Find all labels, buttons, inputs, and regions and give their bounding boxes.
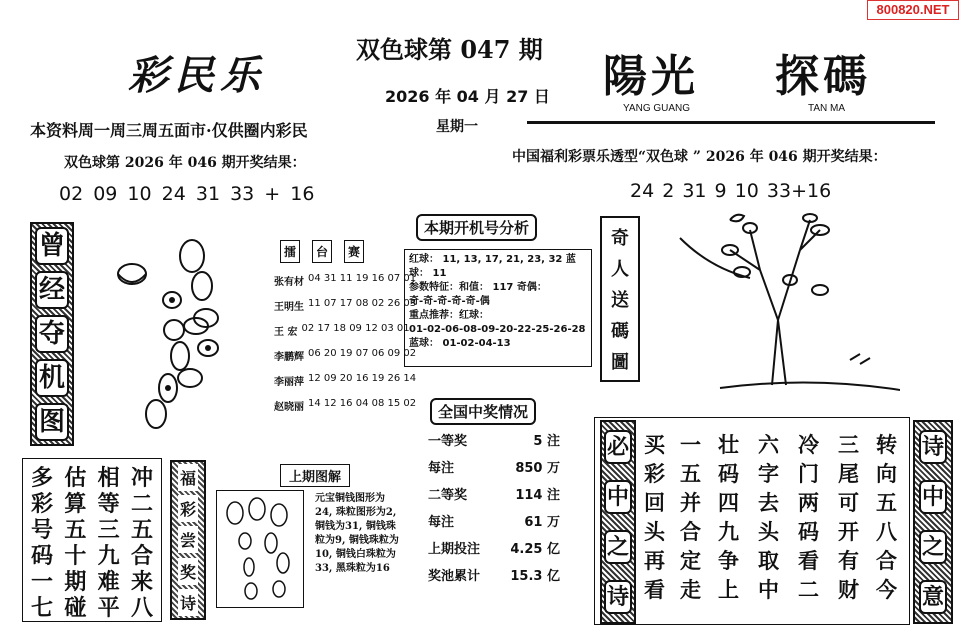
poem-right-col (838, 430, 859, 604)
poem-char: 五 (680, 461, 701, 486)
poem-char: 可 (838, 490, 859, 515)
banner-r2-char: 意 (919, 580, 947, 614)
prize-value: 5 注 (533, 434, 560, 449)
analysis-title: 本期开机号分析 (416, 214, 537, 241)
poem-right-col (644, 430, 665, 604)
brand-right-yangguang: 陽光 (603, 51, 699, 102)
issue-date: 2026 年 04 月 27 日 (385, 87, 550, 106)
poem-right-col (718, 430, 739, 604)
poem-right-col (798, 430, 819, 604)
table-row (274, 298, 417, 313)
poem-char: 彩 (31, 491, 54, 517)
table-title-char: 擂 (280, 240, 300, 263)
poem-char: 碰 (64, 595, 87, 621)
poem-right-col (680, 430, 701, 604)
poem-char: 八 (876, 519, 897, 544)
poem-char: 十 (64, 543, 87, 569)
right-result-label: 中国福利彩票乐透型“双色球 ” 2026 年 046 期开奖结果： (512, 149, 887, 165)
row-name: 李鹏辉 (274, 352, 304, 363)
poem-char: 再 (644, 548, 665, 573)
fucai-char: 尝 (178, 526, 198, 553)
poem-char: 看 (644, 577, 665, 602)
prize-value: 61 万 (524, 515, 560, 530)
poem-right (594, 417, 910, 625)
poem-char: 去 (758, 490, 779, 515)
poem-char: 取 (758, 548, 779, 573)
prize-row (428, 480, 560, 507)
poem-left-col (31, 465, 54, 621)
poem-char: 冷 (798, 432, 819, 457)
poem-char: 转 (876, 432, 897, 457)
poem-char: 码 (718, 461, 739, 486)
fucai-char: 彩 (178, 495, 198, 522)
prize-value: 4.25 亿 (510, 542, 560, 557)
poem-char: 中 (758, 577, 779, 602)
poem-left (22, 458, 162, 622)
poem-char: 平 (97, 595, 120, 621)
last-pic-box (216, 490, 304, 608)
banner-r2 (913, 420, 953, 624)
table-title (280, 240, 392, 263)
prize-row (428, 453, 560, 480)
poem-char: 九 (97, 543, 120, 569)
prev-result-label: 双色球第 2026 年 046 期开奖结果： (64, 155, 306, 171)
prize-title: 全国中奖情况 (430, 398, 536, 425)
row-nums: 11 07 17 08 02 26 03 (308, 298, 417, 309)
row-name: 张有材 (274, 277, 304, 288)
row-nums: 14 12 16 04 08 15 02 (308, 398, 417, 409)
qiren-char: 人 (611, 259, 629, 281)
table-row (274, 373, 417, 388)
poem-char: 多 (31, 465, 54, 491)
row-name: 李丽萍 (274, 377, 304, 388)
banner-r1-char: 诗 (604, 580, 632, 614)
poem-left-col (97, 465, 120, 621)
left-banner-char: 经 (35, 271, 69, 309)
right-result-numbers: 24 2 31 9 10 33+16 (630, 180, 832, 202)
row-nums: 06 20 19 07 06 09 02 (308, 348, 417, 359)
prize-value: 850 万 (515, 461, 560, 476)
poem-char: 码 (31, 543, 54, 569)
poem-char: 难 (97, 569, 120, 595)
poem-char: 八 (130, 595, 153, 621)
poem-left-col (64, 465, 87, 621)
banner-r2-char: 诗 (919, 430, 947, 464)
qiren-char: 碼 (611, 320, 629, 342)
poem-char: 七 (31, 595, 54, 621)
notice: 本资料周一周三周五面市·仅供圈内彩民 (30, 121, 308, 140)
prize-key: 每注 (428, 515, 455, 530)
table-row (274, 348, 417, 363)
prize-row (428, 426, 560, 453)
poem-char: 定 (680, 548, 701, 573)
poem-char: 争 (718, 548, 739, 573)
poem-char: 向 (876, 461, 897, 486)
poem-char: 买 (644, 432, 665, 457)
poem-char: 有 (838, 548, 859, 573)
poem-char: 财 (838, 577, 859, 602)
banner-r1-char: 必 (604, 430, 632, 464)
poem-char: 合 (876, 548, 897, 573)
banner-r2-char: 中 (919, 480, 947, 514)
poem-char: 相 (97, 465, 120, 491)
left-banner-char: 曾 (35, 227, 69, 265)
poem-char: 估 (64, 465, 87, 491)
prev-result-numbers: 02 09 10 24 31 33 + 16 (59, 183, 315, 205)
table-title-char: 赛 (344, 240, 364, 263)
poem-char: 九 (718, 519, 739, 544)
poem-char: 头 (758, 519, 779, 544)
analysis-line: 参数特征：和值： 117 奇偶： (409, 282, 547, 293)
poem-char: 算 (64, 491, 87, 517)
table-row (274, 398, 417, 413)
tree-illustration (660, 210, 900, 400)
poem-left-col (130, 465, 153, 621)
prize-key: 一等奖 (428, 434, 468, 449)
analysis-line: 蓝球： 01-02-04-13 (409, 338, 511, 349)
poem-char: 等 (97, 491, 120, 517)
poem-char: 两 (798, 490, 819, 515)
banner-r2-char: 之 (919, 530, 947, 564)
qiren-char: 圖 (611, 351, 629, 373)
coins-sketch (217, 491, 303, 607)
poem-char: 上 (718, 577, 739, 602)
poem-char: 五 (64, 517, 87, 543)
analysis-line: 红球： 11, 13, 17, 21, 23, 32 蓝球： 11 (409, 254, 576, 279)
prize-row (428, 507, 560, 534)
row-nums: 02 17 18 09 12 03 01 (301, 323, 410, 334)
banner-r1-char: 中 (604, 480, 632, 514)
analysis-box (404, 249, 592, 367)
table-row (274, 323, 410, 338)
poem-right-col (758, 430, 779, 604)
poem-char: 头 (644, 519, 665, 544)
analysis-line: 奇-奇-奇-奇-奇-偶 (409, 296, 490, 307)
prize-key: 每注 (428, 461, 455, 476)
pinyin-yangguang: YANG GUANG (623, 103, 691, 114)
poem-char: 四 (718, 490, 739, 515)
banner-r1 (600, 420, 636, 624)
ingot-coins-illustration (110, 238, 230, 438)
poem-char: 字 (758, 461, 779, 486)
prize-table (428, 426, 560, 588)
row-name: 王明生 (274, 302, 304, 313)
brand-left: 彩民乐 (128, 52, 266, 99)
qiren-char: 送 (611, 289, 629, 311)
left-banner-char: 机 (35, 359, 69, 397)
prize-key: 奖池累计 (428, 569, 481, 584)
prize-row (428, 561, 560, 588)
poem-char: 走 (680, 577, 701, 602)
table-title-char: 台 (312, 240, 332, 263)
poem-char: 彩 (644, 461, 665, 486)
row-nums: 04 31 11 19 16 07 01 (308, 273, 417, 284)
poem-char: 二 (130, 491, 153, 517)
poem-char: 三 (97, 517, 120, 543)
divider-line (527, 121, 935, 124)
poem-char: 号 (31, 517, 54, 543)
fucai-char: 奖 (178, 558, 198, 585)
watermark: 800820.NET (867, 0, 959, 20)
prize-value: 114 注 (515, 488, 560, 503)
poem-char: 今 (876, 577, 897, 602)
fucai-banner (170, 460, 206, 620)
pinyin-tanma: TAN MA (808, 103, 846, 114)
row-name: 王 宏 (274, 327, 298, 338)
row-nums: 12 09 20 16 19 26 14 (308, 373, 417, 384)
left-banner (30, 222, 74, 446)
left-banner-char: 图 (35, 403, 69, 441)
table-row (274, 273, 417, 288)
qiren-char: 奇 (611, 228, 629, 250)
poem-char: 期 (64, 569, 87, 595)
poem-char: 三 (838, 432, 859, 457)
poem-char: 一 (680, 432, 701, 457)
poem-char: 来 (130, 569, 153, 595)
poem-char: 开 (838, 519, 859, 544)
banner-r1-char: 之 (604, 530, 632, 564)
poem-char: 六 (758, 432, 779, 457)
weekday: 星期一 (436, 119, 478, 135)
poem-right-col (876, 430, 897, 604)
poem-char: 看 (798, 548, 819, 573)
poem-char: 回 (644, 490, 665, 515)
poem-char: 壮 (718, 432, 739, 457)
poem-char: 并 (680, 490, 701, 515)
poem-char: 五 (876, 490, 897, 515)
prize-value: 15.3 亿 (510, 569, 560, 584)
left-banner-char: 夺 (35, 315, 69, 353)
poem-char: 合 (130, 543, 153, 569)
qiren-banner (600, 216, 640, 382)
fucai-char: 福 (178, 464, 198, 491)
last-pic-text: 元宝铜钱图形为24, 珠粒图形为2, 铜钱为31, 铜钱珠粒为9, 铜钱珠粒为10, 铜钱白珠粒为33, 黑珠粒为16 (315, 493, 399, 574)
analysis-line: 重点推荐：红球： (409, 310, 489, 321)
competition-table (274, 240, 417, 422)
poem-char: 二 (798, 577, 819, 602)
poem-char: 码 (798, 519, 819, 544)
prize-row (428, 534, 560, 561)
prize-key: 上期投注 (428, 542, 481, 557)
poem-char: 五 (130, 517, 153, 543)
poem-char: 一 (31, 569, 54, 595)
fucai-char: 诗 (178, 589, 198, 616)
last-pic-title: 上期图解 (280, 464, 350, 487)
row-name: 赵晓丽 (274, 402, 304, 413)
analysis-line: 01-02-06-08-09-20-22-25-26-28 (409, 324, 586, 335)
poem-char: 合 (680, 519, 701, 544)
poem-char: 尾 (838, 461, 859, 486)
issue-title: 双色球第 047 期 (356, 35, 543, 64)
poem-char: 门 (798, 461, 819, 486)
brand-right-tanma: 探碼 (775, 51, 871, 102)
poem-char: 冲 (130, 465, 153, 491)
prize-key: 二等奖 (428, 488, 468, 503)
